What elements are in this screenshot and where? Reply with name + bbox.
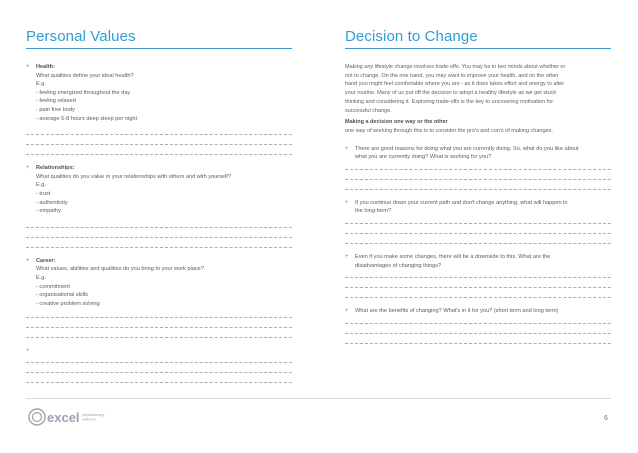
bullet-icon: + — [345, 145, 349, 152]
intro-line: your routine. Many of us put off the decision to adopt a healthy lifestyle as we get stuck — [345, 90, 557, 97]
writing-line[interactable] — [345, 243, 611, 244]
item-line: - pain free body — [36, 106, 75, 113]
heading-divider — [345, 48, 611, 49]
writing-line[interactable] — [26, 362, 292, 363]
item-line: - commitment — [36, 283, 70, 290]
bullet-icon: + — [345, 254, 349, 260]
question-line: What are the benefits of changing? What's in it for you? (short term and long term) — [355, 308, 559, 315]
item-line: - organisational skills — [36, 292, 88, 299]
writing-line[interactable] — [345, 287, 611, 288]
logo-text: excel — [47, 410, 80, 425]
writing-line[interactable] — [345, 277, 611, 278]
item-line: E.g. — [36, 81, 46, 88]
relationships-writing-lines — [26, 227, 292, 248]
bullet-icon: + — [345, 308, 349, 315]
writing-line[interactable] — [345, 323, 611, 324]
bullet-icon: + — [26, 64, 30, 70]
intro-paragraph — [345, 63, 611, 136]
question-line: Even if you make some changes, there will be a downside to this. What are the — [355, 254, 551, 260]
writing-line[interactable] — [345, 169, 611, 170]
writing-line[interactable] — [345, 189, 611, 190]
writing-line[interactable] — [26, 237, 292, 238]
intro-line: hand you might feel comfortable where you are - as it does takes effort and energy to alter — [345, 81, 565, 88]
writing-line[interactable] — [26, 382, 292, 383]
health-writing-lines — [26, 134, 292, 155]
item-line: What values, abilities and qualities do you bring to your work place? — [36, 266, 204, 273]
decision-column — [345, 28, 611, 353]
item-title: Health: — [36, 64, 55, 70]
writing-line[interactable] — [26, 154, 292, 155]
question-writing-lines — [345, 323, 611, 344]
writing-line[interactable] — [26, 327, 292, 328]
intro-line: successful change. — [345, 107, 392, 114]
question-item — [345, 307, 611, 316]
health-item — [26, 63, 292, 123]
personal-values-column — [26, 28, 292, 392]
bold-subheading: Making a decision one way or the other — [345, 119, 448, 126]
bullet-icon: + — [345, 199, 349, 206]
question-writing-lines — [345, 169, 611, 190]
item-line: What qualities do you value in your relationships with others and with yourself? — [36, 173, 231, 180]
writing-line[interactable] — [345, 233, 611, 234]
question-line: There are good reasons for doing what you are currently doing. So, what do you like about — [355, 145, 579, 152]
logo-ring-icon — [29, 409, 45, 425]
logo-sub-1: physiotherapy — [82, 413, 105, 417]
writing-line[interactable] — [345, 297, 611, 298]
excel-logo — [28, 407, 108, 427]
bullet-icon: + — [26, 348, 30, 355]
question-writing-lines — [345, 277, 611, 298]
item-line: - feeling energized throughout the day — [36, 89, 131, 96]
item-line: - feeling relaxed — [36, 98, 76, 105]
question-line: the long-term? — [355, 208, 392, 215]
writing-line[interactable] — [26, 337, 292, 338]
writing-line[interactable] — [26, 144, 292, 145]
page-number: 6 — [604, 415, 608, 422]
intro-line: Making any lifestyle change involves trade-offs. You may be in two minds about whether or — [345, 64, 566, 70]
writing-line[interactable] — [345, 179, 611, 180]
item-line: E.g. — [36, 274, 46, 281]
question-line: disadvantages of changing things? — [355, 262, 442, 269]
relationships-item — [26, 164, 292, 216]
item-line: - empathy — [36, 208, 61, 215]
writing-line[interactable] — [345, 223, 611, 224]
heading-divider — [26, 48, 292, 49]
question-item — [345, 253, 611, 270]
bullet-icon: + — [26, 257, 30, 264]
writing-line[interactable] — [26, 134, 292, 135]
decision-heading: Decision to Change — [345, 28, 478, 45]
writing-line[interactable] — [26, 372, 292, 373]
question-item — [345, 145, 611, 162]
writing-line[interactable] — [345, 333, 611, 334]
intro-line: not to change. On the one hand, you may want to improve your health, and on the other — [345, 72, 559, 79]
writing-line[interactable] — [26, 227, 292, 228]
bullet-icon: + — [26, 165, 30, 172]
item-line: - authenticity — [36, 199, 68, 206]
item-line: - trust — [36, 190, 51, 197]
blank-writing-lines — [26, 362, 292, 383]
personal-values-heading: Personal Values — [26, 28, 136, 45]
question-writing-lines — [345, 223, 611, 244]
question-item — [345, 199, 611, 216]
sub-line: one way of working through this is to consider the pro's and con's of making changes. — [345, 127, 553, 134]
writing-line[interactable] — [26, 317, 292, 318]
blank-item — [26, 347, 292, 356]
question-line: what you are currently doing? What is working for you? — [355, 154, 492, 161]
item-title: Relationships: — [36, 165, 75, 172]
logo-sub-2: wellness — [82, 417, 96, 422]
intro-line: thinking and considering it. Exploring trade-offs is the key to uncovering motivation for — [345, 98, 554, 105]
footer-divider — [26, 398, 611, 399]
writing-line[interactable] — [345, 343, 611, 344]
writing-line[interactable] — [26, 247, 292, 248]
item-line: E.g. — [36, 182, 46, 189]
item-line: - average 6-8 hours deep sleep per night — [36, 115, 138, 122]
item-line: What qualities define your ideal health? — [36, 72, 134, 79]
item-line: - creative problem solving — [36, 300, 100, 307]
career-item — [26, 257, 292, 309]
career-writing-lines — [26, 317, 292, 338]
question-line: If you continue down your current path and don't change anything, what will happen in — [355, 199, 568, 206]
item-title: Career: — [36, 257, 56, 264]
